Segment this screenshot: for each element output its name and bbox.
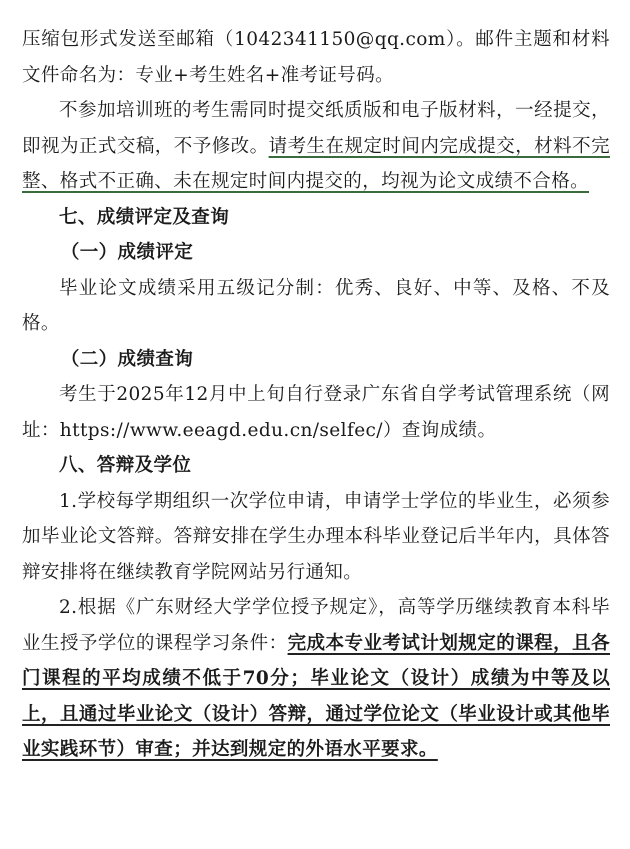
submission-warning-underlined: 请考生在规定时间内完成提交，材料不完整、格式不正确、未在规定时间内提交的，均视为论文成绩不合格。 [22, 135, 610, 192]
paragraph-grade-query [22, 377, 610, 448]
section-title-grading: 七、成绩评定及查询 [59, 206, 230, 228]
degree-application-text: 1.学校每学期组织一次学位申请，申请学士学位的毕业生，必须参加毕业论文答辩。答辩安排在学生办理本科毕业登记后半年内，具体答辩安排将在继续教育学院网站另行通知。 [22, 490, 610, 583]
grading-scale-text: 毕业论文成绩采用五级记分制：优秀、良好、中等、及格、不及格。 [22, 277, 610, 334]
submission-rules-text: 不参加培训班的考生需同时提交纸质版和电子版材料，一经提交，即视为正式交稿，不予修改。 [22, 100, 610, 157]
subsection-title-evaluation: （一）成绩评定 [60, 242, 194, 263]
degree-conditions-underlined: 完成本专业考试计划规定的课程，且各门课程的平均成绩不低于70分；毕业论文（设计）成绩为中等及以上，且通过毕业论文（设计）答辩，通过学位论文（毕业设计或其他毕业实践环节）审查；并达到规定的外语水平要求。 [22, 632, 610, 760]
paragraph-submission-rules [22, 93, 610, 200]
document-page [22, 22, 610, 768]
email-submission-text: 压缩包形式发送至邮箱（1042341150@qq.com）。邮件主题和材料文件命名为：专业+考生姓名+准考证号码。 [22, 29, 610, 86]
degree-conditions-text: 2.根据《广东财经大学学位授予规定》，高等学历继续教育本科毕业生授予学位的课程学习条件： [22, 597, 610, 654]
subsection-title-query: （二）成绩查询 [60, 348, 194, 370]
grade-query-text: 考生于2025年12月中上旬自行登录广东省自学考试管理系统（网址：https://www.eeagd.edu.cn/selfec/）查询成绩。 [22, 384, 610, 441]
section-title-defense-degree: 八、答辩及学位 [59, 455, 192, 476]
paragraph-grading-scale [22, 271, 610, 342]
paragraph-degree-conditions [22, 590, 610, 768]
paragraph-email-submission [22, 22, 610, 93]
paragraph-degree-application [22, 484, 610, 591]
